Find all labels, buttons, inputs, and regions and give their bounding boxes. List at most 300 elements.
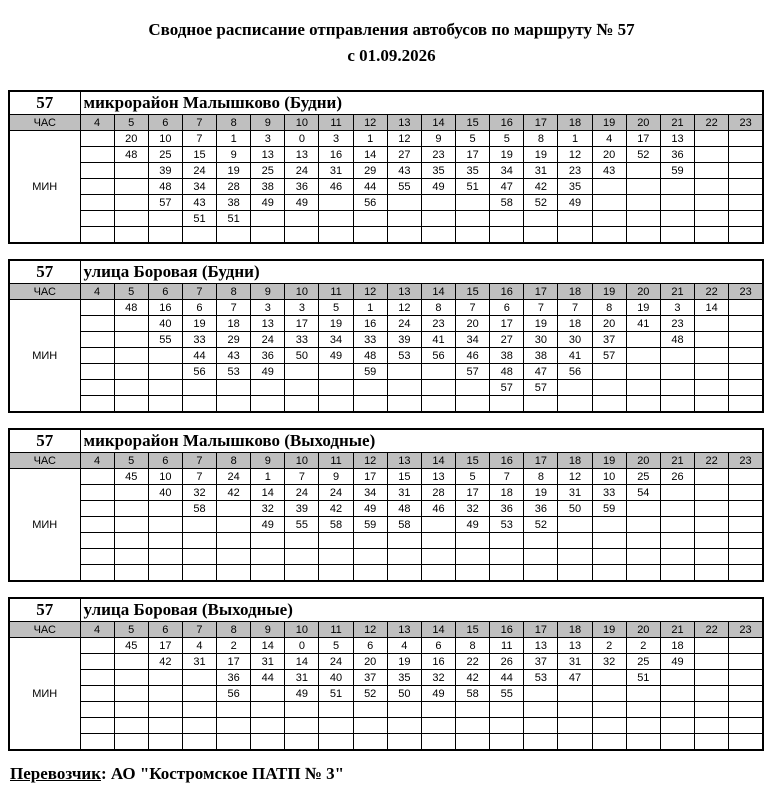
- hour-cell: 19: [592, 284, 626, 300]
- carrier-label: Перевозчик: [10, 764, 102, 783]
- minute-cell: [182, 702, 216, 718]
- minute-cell: [524, 702, 558, 718]
- hour-cell: 21: [660, 115, 694, 131]
- minute-cell: 16: [421, 654, 455, 670]
- minute-cell: [387, 549, 421, 565]
- minute-cell: 55: [285, 517, 319, 533]
- minute-cell: 20: [456, 316, 490, 332]
- minute-cell: [217, 734, 251, 751]
- hour-cell: 11: [319, 284, 353, 300]
- hour-cell: 10: [285, 284, 319, 300]
- hour-cell: 9: [251, 284, 285, 300]
- minute-cell: 17: [353, 469, 387, 485]
- page-title: Сводное расписание отправления автобусов по маршруту № 57: [148, 20, 635, 39]
- minute-cell: [80, 396, 114, 413]
- minute-cell: [114, 533, 148, 549]
- minute-cell: [490, 718, 524, 734]
- minute-cell: [660, 380, 694, 396]
- minute-cell: 41: [558, 348, 592, 364]
- minute-cell: 7: [182, 131, 216, 147]
- minute-cell: [148, 396, 182, 413]
- minute-cell: [80, 364, 114, 380]
- minute-cell: 57: [456, 364, 490, 380]
- minute-cell: [456, 211, 490, 227]
- minute-cell: 17: [217, 654, 251, 670]
- minute-cell: [558, 533, 592, 549]
- minute-cell: 10: [148, 469, 182, 485]
- minute-cell: [695, 702, 729, 718]
- minute-cell: 17: [456, 485, 490, 501]
- minute-cell: 17: [148, 638, 182, 654]
- minute-cell: [729, 364, 763, 380]
- minute-cell: 59: [353, 517, 387, 533]
- minute-cell: [626, 702, 660, 718]
- minute-cell: [285, 549, 319, 565]
- minute-cell: [80, 469, 114, 485]
- minute-cell: 11: [490, 638, 524, 654]
- minute-cell: [695, 396, 729, 413]
- hour-cell: 16: [490, 284, 524, 300]
- minute-cell: 42: [217, 485, 251, 501]
- minutes-row: [9, 316, 763, 332]
- minute-cell: 36: [217, 670, 251, 686]
- minute-cell: [660, 533, 694, 549]
- minute-cell: [729, 300, 763, 316]
- minutes-row: [9, 348, 763, 364]
- hour-cell: 16: [490, 115, 524, 131]
- minute-cell: [148, 348, 182, 364]
- minute-cell: [80, 718, 114, 734]
- minute-label: МИН: [9, 300, 80, 413]
- minute-cell: [217, 517, 251, 533]
- minute-cell: 19: [524, 485, 558, 501]
- minute-cell: [592, 227, 626, 244]
- minute-cell: [80, 147, 114, 163]
- minute-cell: [592, 211, 626, 227]
- minute-cell: 3: [285, 300, 319, 316]
- minute-cell: [80, 686, 114, 702]
- hour-cell: 14: [421, 622, 455, 638]
- hour-cell: 18: [558, 622, 592, 638]
- minute-cell: 57: [524, 380, 558, 396]
- minute-cell: 55: [490, 686, 524, 702]
- minute-cell: [285, 533, 319, 549]
- minute-cell: 16: [148, 300, 182, 316]
- minutes-row: [9, 131, 763, 147]
- minute-cell: [695, 533, 729, 549]
- hour-cell: 23: [729, 453, 763, 469]
- minute-cell: [695, 348, 729, 364]
- hours-row: [9, 115, 763, 131]
- minute-cell: [660, 565, 694, 582]
- minute-cell: 19: [217, 163, 251, 179]
- minute-cell: [319, 227, 353, 244]
- minute-cell: 8: [524, 469, 558, 485]
- hour-cell: 17: [524, 115, 558, 131]
- minute-cell: 53: [387, 348, 421, 364]
- hour-cell: 22: [695, 115, 729, 131]
- hour-cell: 21: [660, 453, 694, 469]
- minute-cell: 43: [592, 163, 626, 179]
- minute-cell: [490, 565, 524, 582]
- minute-cell: 19: [319, 316, 353, 332]
- minute-cell: 19: [182, 316, 216, 332]
- minute-cell: [182, 718, 216, 734]
- hour-cell: 10: [285, 453, 319, 469]
- minute-cell: 32: [592, 654, 626, 670]
- minute-cell: 46: [421, 501, 455, 517]
- minute-cell: 14: [251, 485, 285, 501]
- minute-cell: [353, 702, 387, 718]
- minute-cell: [592, 195, 626, 211]
- minute-cell: [695, 517, 729, 533]
- minute-cell: [626, 380, 660, 396]
- minute-cell: [660, 517, 694, 533]
- minute-cell: [695, 501, 729, 517]
- minute-cell: 52: [353, 686, 387, 702]
- minute-cell: [490, 533, 524, 549]
- minute-cell: [285, 380, 319, 396]
- minute-cell: 6: [421, 638, 455, 654]
- minute-cell: 1: [558, 131, 592, 147]
- minutes-row: [9, 380, 763, 396]
- route-name: улица Боровая (Будни): [80, 260, 763, 284]
- hour-cell: 18: [558, 115, 592, 131]
- minute-cell: [729, 638, 763, 654]
- minute-cell: [387, 533, 421, 549]
- minutes-row: [9, 565, 763, 582]
- minute-cell: 31: [387, 485, 421, 501]
- minute-cell: [182, 227, 216, 244]
- minute-cell: [387, 718, 421, 734]
- minute-cell: [114, 549, 148, 565]
- minute-cell: [626, 332, 660, 348]
- hour-cell: 9: [251, 622, 285, 638]
- minute-cell: 32: [421, 670, 455, 686]
- minute-cell: [217, 380, 251, 396]
- minute-cell: [319, 533, 353, 549]
- minute-cell: 31: [182, 654, 216, 670]
- minute-cell: 50: [285, 348, 319, 364]
- minute-cell: [251, 396, 285, 413]
- minute-cell: 4: [592, 131, 626, 147]
- minute-cell: 1: [353, 131, 387, 147]
- minute-cell: [114, 686, 148, 702]
- minutes-row: [9, 179, 763, 195]
- minute-cell: 55: [148, 332, 182, 348]
- minute-cell: [353, 396, 387, 413]
- minute-cell: 47: [490, 179, 524, 195]
- hour-cell: 12: [353, 115, 387, 131]
- minute-cell: [80, 485, 114, 501]
- minute-cell: 10: [592, 469, 626, 485]
- minute-cell: 20: [114, 131, 148, 147]
- hour-cell: 15: [456, 622, 490, 638]
- hour-cell: 8: [217, 284, 251, 300]
- minute-cell: 56: [421, 348, 455, 364]
- hour-cell: 21: [660, 284, 694, 300]
- minute-cell: [114, 163, 148, 179]
- minute-cell: [80, 565, 114, 582]
- hour-cell: 15: [456, 284, 490, 300]
- minute-cell: 28: [217, 179, 251, 195]
- minute-cell: 14: [251, 638, 285, 654]
- minute-cell: 1: [353, 300, 387, 316]
- minute-cell: [456, 227, 490, 244]
- minute-cell: [114, 565, 148, 582]
- minute-cell: 48: [660, 332, 694, 348]
- minute-cell: 25: [626, 654, 660, 670]
- minute-cell: [695, 638, 729, 654]
- minute-cell: [421, 702, 455, 718]
- minute-cell: 24: [285, 485, 319, 501]
- minute-cell: 49: [285, 195, 319, 211]
- minute-cell: 32: [251, 501, 285, 517]
- minute-cell: [387, 195, 421, 211]
- minute-cell: 15: [387, 469, 421, 485]
- minute-cell: 43: [182, 195, 216, 211]
- minute-cell: 7: [524, 300, 558, 316]
- minute-cell: [626, 195, 660, 211]
- minute-cell: [592, 734, 626, 751]
- minute-cell: 19: [490, 147, 524, 163]
- minute-cell: 48: [114, 300, 148, 316]
- hour-cell: 15: [456, 115, 490, 131]
- minute-cell: 43: [217, 348, 251, 364]
- minute-cell: [421, 517, 455, 533]
- minute-cell: [80, 517, 114, 533]
- minute-cell: [626, 211, 660, 227]
- minute-cell: 22: [456, 654, 490, 670]
- minute-cell: 51: [626, 670, 660, 686]
- minute-cell: [456, 702, 490, 718]
- minute-cell: [660, 485, 694, 501]
- minute-cell: 18: [558, 316, 592, 332]
- minute-cell: 56: [558, 364, 592, 380]
- minute-cell: [114, 348, 148, 364]
- minute-cell: [285, 211, 319, 227]
- minute-cell: 9: [421, 131, 455, 147]
- minute-cell: [729, 195, 763, 211]
- minute-cell: [660, 702, 694, 718]
- minutes-row: [9, 638, 763, 654]
- minute-cell: 49: [558, 195, 592, 211]
- minute-cell: [421, 195, 455, 211]
- minute-cell: [558, 396, 592, 413]
- minute-cell: [695, 734, 729, 751]
- minute-cell: 17: [626, 131, 660, 147]
- hour-cell: 11: [319, 115, 353, 131]
- minute-cell: [456, 565, 490, 582]
- minute-cell: 14: [353, 147, 387, 163]
- minute-cell: 13: [660, 131, 694, 147]
- minute-cell: [148, 549, 182, 565]
- minute-cell: [80, 380, 114, 396]
- minute-cell: [80, 670, 114, 686]
- minute-cell: 32: [182, 485, 216, 501]
- minute-cell: [148, 670, 182, 686]
- minute-cell: [217, 533, 251, 549]
- minute-cell: 27: [490, 332, 524, 348]
- hour-cell: 19: [592, 115, 626, 131]
- minute-cell: 17: [456, 147, 490, 163]
- minute-cell: 31: [524, 163, 558, 179]
- minutes-row: [9, 364, 763, 380]
- minute-cell: 44: [490, 670, 524, 686]
- minute-cell: 35: [421, 163, 455, 179]
- minute-cell: [592, 565, 626, 582]
- minute-cell: [217, 549, 251, 565]
- minute-cell: [80, 501, 114, 517]
- minute-cell: 52: [524, 195, 558, 211]
- minute-cell: 44: [353, 179, 387, 195]
- hours-row: [9, 453, 763, 469]
- hour-cell: 8: [217, 115, 251, 131]
- minute-cell: 53: [217, 364, 251, 380]
- minute-cell: [729, 549, 763, 565]
- minute-cell: [558, 686, 592, 702]
- minute-cell: [217, 565, 251, 582]
- minute-cell: 49: [456, 517, 490, 533]
- minute-cell: 36: [524, 501, 558, 517]
- minute-cell: 56: [353, 195, 387, 211]
- minute-cell: [285, 702, 319, 718]
- hour-cell: 21: [660, 622, 694, 638]
- hour-cell: 7: [182, 622, 216, 638]
- minute-cell: 12: [387, 300, 421, 316]
- minute-cell: [387, 565, 421, 582]
- hour-cell: 5: [114, 284, 148, 300]
- minute-cell: 3: [251, 300, 285, 316]
- minute-cell: [524, 227, 558, 244]
- minute-cell: [217, 718, 251, 734]
- hours-row: [9, 622, 763, 638]
- minutes-row: [9, 549, 763, 565]
- minute-cell: 20: [592, 147, 626, 163]
- minute-cell: [182, 533, 216, 549]
- minute-cell: [148, 517, 182, 533]
- minute-cell: [456, 549, 490, 565]
- carrier-line: [10, 764, 344, 784]
- route-name: микрорайон Малышково (Будни): [80, 91, 763, 115]
- minute-cell: 44: [251, 670, 285, 686]
- minute-cell: [729, 718, 763, 734]
- minutes-row: [9, 533, 763, 549]
- minute-cell: [729, 380, 763, 396]
- minute-cell: [660, 211, 694, 227]
- minute-cell: 47: [558, 670, 592, 686]
- minute-cell: [251, 718, 285, 734]
- hour-cell: 13: [387, 284, 421, 300]
- minute-cell: [353, 211, 387, 227]
- minute-cell: [626, 533, 660, 549]
- minute-cell: [660, 734, 694, 751]
- minute-cell: [353, 380, 387, 396]
- minute-cell: 13: [251, 147, 285, 163]
- minute-cell: [353, 533, 387, 549]
- minute-cell: 17: [490, 316, 524, 332]
- minute-cell: [695, 485, 729, 501]
- minute-cell: [626, 163, 660, 179]
- minute-cell: [660, 348, 694, 364]
- minute-cell: 2: [626, 638, 660, 654]
- minute-cell: 4: [387, 638, 421, 654]
- minute-cell: 48: [114, 147, 148, 163]
- minute-cell: 26: [490, 654, 524, 670]
- hour-cell: 9: [251, 115, 285, 131]
- minute-cell: 19: [524, 316, 558, 332]
- minute-cell: [251, 211, 285, 227]
- minute-cell: 32: [456, 501, 490, 517]
- hour-cell: 18: [558, 453, 592, 469]
- hour-cell: 7: [182, 284, 216, 300]
- minute-cell: [729, 348, 763, 364]
- minutes-row: [9, 227, 763, 244]
- minute-cell: 5: [319, 638, 353, 654]
- schedule-table: [8, 259, 764, 413]
- minute-cell: 40: [148, 485, 182, 501]
- minute-cell: 36: [285, 179, 319, 195]
- hour-cell: 8: [217, 453, 251, 469]
- minute-cell: 4: [182, 638, 216, 654]
- minute-cell: 58: [456, 686, 490, 702]
- minute-cell: [80, 638, 114, 654]
- minute-cell: [319, 396, 353, 413]
- minute-cell: [660, 686, 694, 702]
- minute-cell: 39: [285, 501, 319, 517]
- minute-cell: 40: [148, 316, 182, 332]
- minute-cell: [524, 734, 558, 751]
- minute-cell: [148, 227, 182, 244]
- minute-cell: [217, 501, 251, 517]
- minute-cell: [626, 396, 660, 413]
- minute-cell: [524, 686, 558, 702]
- minute-cell: [695, 549, 729, 565]
- minute-cell: [80, 131, 114, 147]
- minute-cell: [319, 734, 353, 751]
- minute-cell: 48: [387, 501, 421, 517]
- minute-cell: 39: [148, 163, 182, 179]
- minute-cell: 7: [182, 469, 216, 485]
- minutes-row: [9, 702, 763, 718]
- minutes-row: [9, 195, 763, 211]
- minute-cell: 34: [456, 332, 490, 348]
- minute-cell: [148, 533, 182, 549]
- minute-cell: 46: [319, 179, 353, 195]
- hours-row: [9, 284, 763, 300]
- minute-cell: 50: [387, 686, 421, 702]
- minute-cell: [695, 718, 729, 734]
- minute-cell: [490, 227, 524, 244]
- minute-cell: [592, 396, 626, 413]
- minute-cell: [251, 549, 285, 565]
- hour-cell: 12: [353, 453, 387, 469]
- minute-cell: 0: [285, 638, 319, 654]
- minute-cell: 5: [319, 300, 353, 316]
- minutes-row: [9, 718, 763, 734]
- minute-cell: 51: [456, 179, 490, 195]
- minute-cell: 42: [319, 501, 353, 517]
- minute-cell: [353, 549, 387, 565]
- minute-cell: 30: [524, 332, 558, 348]
- minutes-row: [9, 734, 763, 751]
- minute-cell: 23: [421, 147, 455, 163]
- minute-cell: [729, 131, 763, 147]
- minute-cell: [456, 396, 490, 413]
- minute-cell: [251, 533, 285, 549]
- minute-cell: [114, 485, 148, 501]
- minute-cell: [421, 718, 455, 734]
